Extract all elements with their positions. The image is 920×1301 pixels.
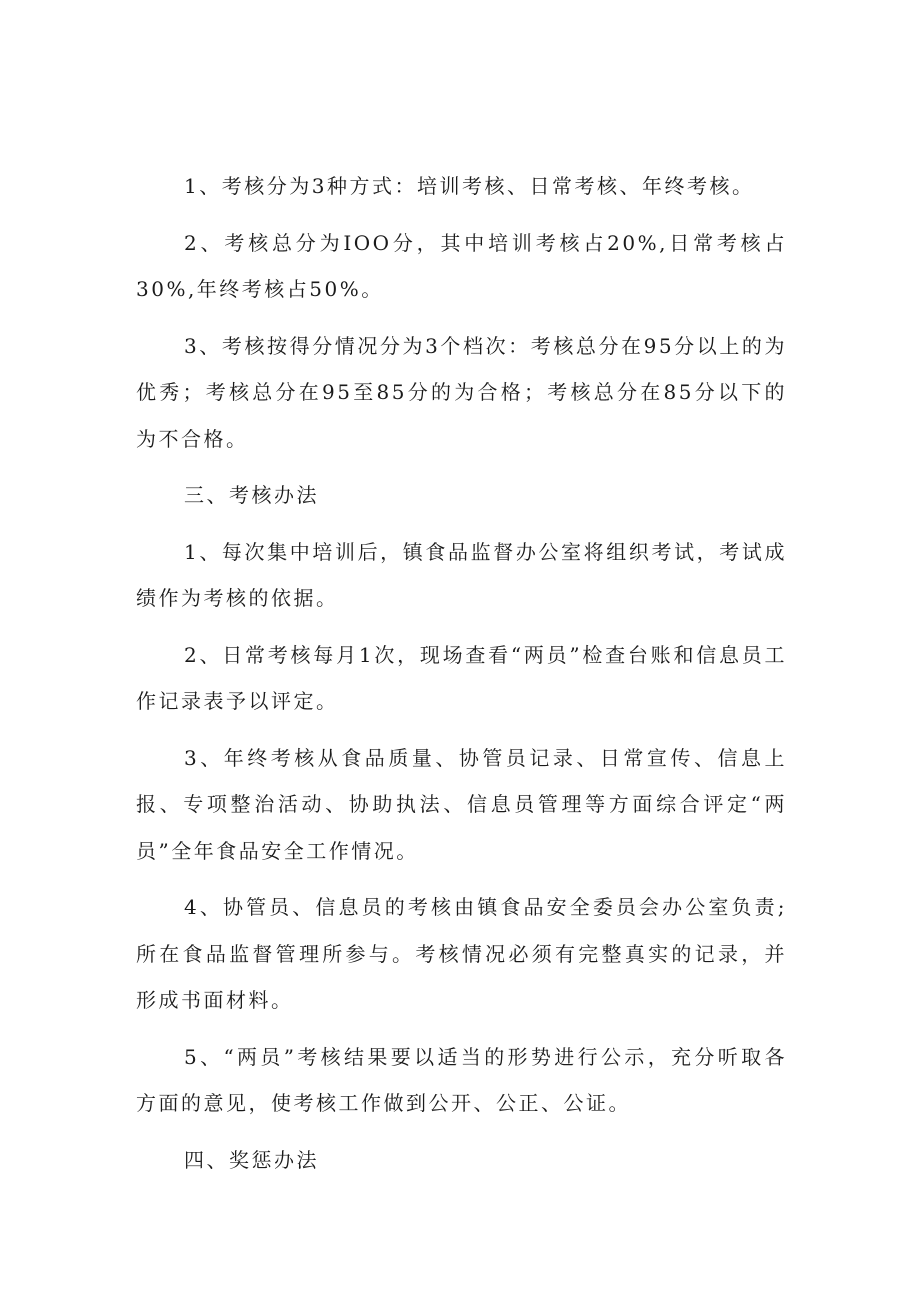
section-heading-assessment-procedure: 三、考核办法 (184, 483, 319, 507)
procedure-item-3: 3、年终考核从食品质量、协管员记录、日常宣传、信息上报、专项整治活动、协助执法、信息员管理等方面综合评定“两员”全年食品安全工作情况。 (136, 745, 787, 863)
assessment-methods-item-1: 1、考核分为3种方式：培训考核、日常考核、年终考核。 (184, 174, 755, 198)
section-heading-rewards-penalties: 四、奖惩办法 (184, 1147, 319, 1172)
document-body (136, 163, 787, 1193)
procedure-item-2: 2、日常考核每月1次，现场查看“两员”检查台账和信息员工作记录表予以评定。 (136, 642, 787, 713)
procedure-item-5: 5、“两员”考核结果要以适当的形势进行公示，充分听取各方面的意见，使考核工作做到公开、公正、公证。 (136, 1044, 787, 1115)
assessment-score-item-2: 2、考核总分为IOO分，其中培训考核占20%,日常考核占30%,年终考核占50%。 (136, 230, 787, 301)
procedure-item-1: 1、每次集中培训后，镇食品监督办公室将组织考试，考试成绩作为考核的依据。 (136, 539, 787, 610)
procedure-item-4: 4、协管员、信息员的考核由镇食品安全委员会办公室负责;所在食品监督管理所参与。考核情况必须有完整真实的记录，并形成书面材料。 (136, 895, 787, 1012)
assessment-grade-item-3: 3、考核按得分情况分为3个档次：考核总分在95分以上的为优秀；考核总分在95至85分的为合格；考核总分在85分以下的为不合格。 (136, 333, 787, 451)
